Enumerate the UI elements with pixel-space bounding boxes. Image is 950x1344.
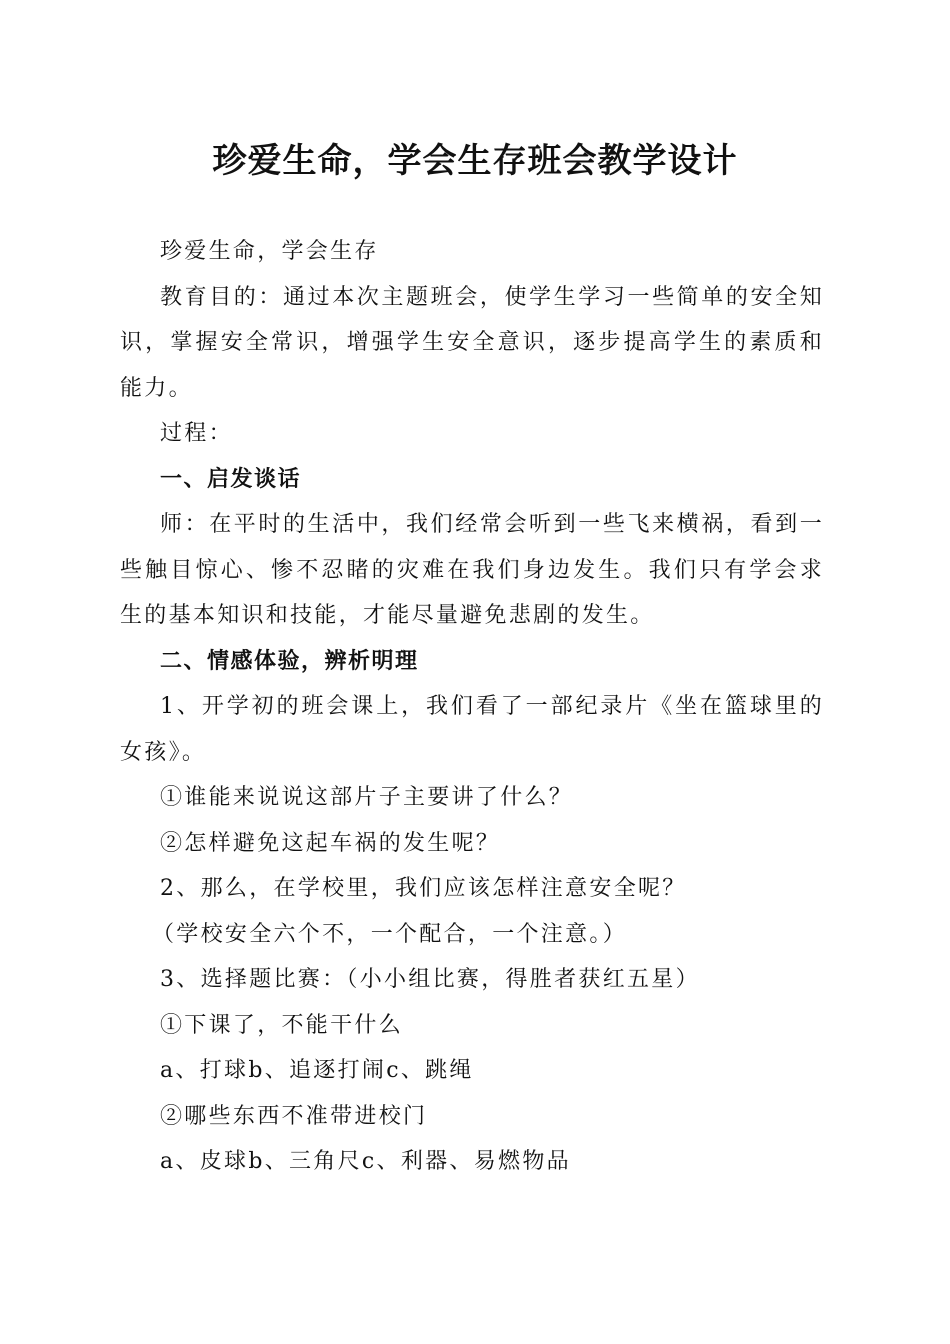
quiz-options-2: a、皮球b、三角尺c、利器、易燃物品	[160, 1149, 571, 1174]
document-title: 珍爱生命，学会生存班会教学设计	[212, 141, 738, 181]
item-3-paragraph: 3、选择题比赛：（小小组比赛，得胜者获红五星）	[160, 967, 700, 992]
question-2-paragraph: ②怎样避免这起车祸的发生呢？	[160, 830, 501, 856]
item-1-paragraph: 1、开学初的班会课上，我们看了一部纪录片《坐在篮球里的女孩》。	[120, 694, 824, 765]
section-heading-1: 一、启发谈话	[160, 466, 302, 492]
teacher-paragraph: 师：在平时的生活中，我们经常会听到一些飞来横祸，看到一些触目惊心、惨不忍睹的灾难在我们身边发生。我们只有学会求生的基本知识和技能，才能尽量避免悲剧的发生。	[120, 512, 824, 628]
item-2-paragraph: 2、那么，在学校里，我们应该怎样注意安全呢？	[160, 876, 687, 901]
quiz-options-1: a、打球b、追逐打闹c、跳绳	[160, 1058, 474, 1083]
process-label: 过程：	[160, 421, 233, 446]
quiz-question-1: ①下课了，不能干什么	[160, 1012, 404, 1038]
question-1-paragraph: ①谁能来说说这部片子主要讲了什么？	[160, 785, 574, 810]
objective-paragraph: 教育目的：通过本次主题班会，使学生学习一些简单的安全知识，掌握安全常识，增强学生安全意识，逐步提高学生的素质和能力。	[120, 284, 824, 401]
subtitle-paragraph: 珍爱生命，学会生存	[160, 239, 379, 264]
school-safety-note: （学校安全六个不，一个配合，一个注意。）	[152, 921, 628, 947]
quiz-question-2: ②哪些东西不准带进校门	[160, 1103, 428, 1129]
document-body	[120, 229, 824, 1185]
section-heading-2: 二、情感体验，辨析明理	[160, 648, 419, 674]
